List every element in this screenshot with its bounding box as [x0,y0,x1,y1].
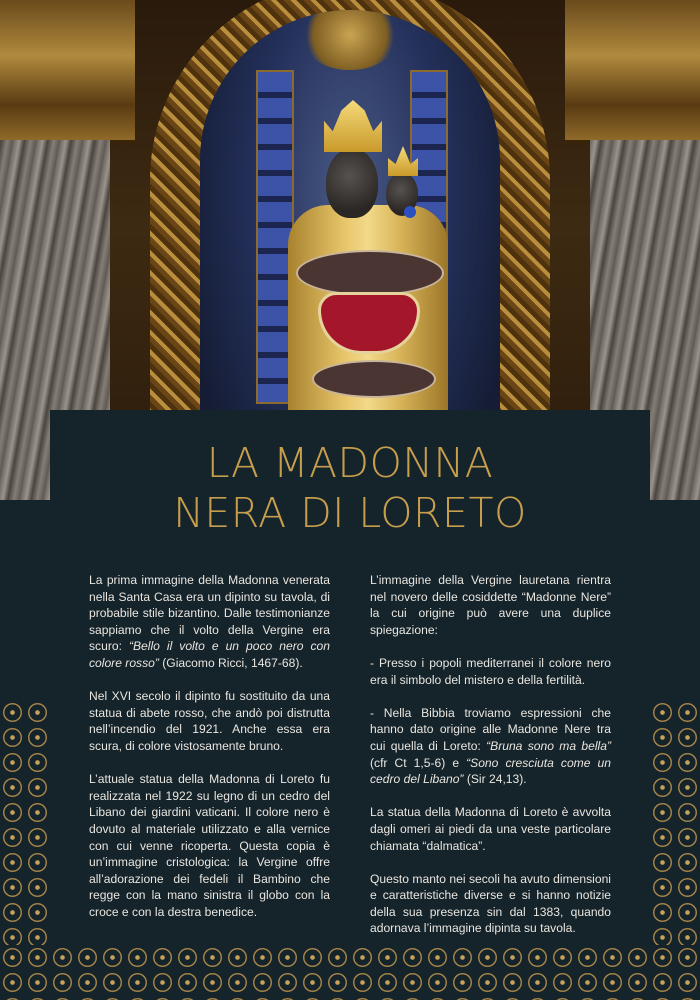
paragraph-text: La prima immagine della Madonna venerata nella Santa Casa era un dipinto su tavola, di probabile stile bizantino. Dalle testimonianze sappiamo che il volto della Vergine era scuro: [89,573,330,654]
title-line-1: LA MADONNA [206,439,494,487]
citation-text: (Giacomo Ricci, 1467-68). [158,655,303,670]
left-decorative-pattern [0,700,50,945]
blue-globe [404,206,416,218]
page-title [50,438,650,538]
quote-text: “Sono cresciuta come un cedro del Libano” [370,755,611,787]
paragraph-text: - Nella Bibbia troviamo espressioni che hanno dato origine alle Madonne Nere tra cui quella di Loreto: [370,705,611,753]
right-paragraph-4: La statua della Madonna di Loreto è avvolta dagli omeri ai piedi da una veste particolare chiamata “dalmatica”. [370,805,611,853]
quote-text: “Bruna sono ma bella” [486,738,611,753]
paragraph-text: (cfr Ct 1,5-6) e [370,755,467,770]
robe-lower-band [312,360,436,398]
quote-text: “Bello il volto e un poco nero con colore rosso” [89,639,330,670]
left-column-capital [0,0,135,143]
right-paragraph-2: - Presso i popoli mediterranei il colore nero era il simbolo del mistero e della fertilità. [370,655,611,687]
left-paragraph-1 [89,572,330,672]
dove-glory-ornament [300,10,400,70]
title-line-2: NERA DI LORETO [173,489,527,537]
left-text-column [89,572,330,937]
right-paragraph-1: L’immagine della Vergine lauretana rientra nel novero delle cosiddette “Madonne Nere” la cui origine può avere una duplice spiegazione: [370,573,611,637]
robe-embroidered-band [296,250,444,296]
left-paragraph-2: Nel XVI secolo il dipinto fu sostituito da una statua di abete rosso, che andò poi distrutta nell’incendio del 1921. Anche essa era scura, di colore vistosamente bruno. [89,689,330,753]
citation-text: (Sir 24,13). [463,772,527,787]
right-decorative-pattern [650,700,700,945]
madonna-face [326,148,378,218]
right-text-column [370,572,611,954]
right-paragraph-5: Questo manto nei secoli ha avuto dimensioni e caratteristiche diverse e si hanno notizie della sua presenza sin dal 1383, quando adornava l’immagine dipinta su tavola. [370,871,611,936]
left-paragraph-3: L’attuale statua della Madonna di Loreto fu realizzata nel 1922 su legno di un cedro del Libano dei giardini vaticani. Il colore nero è dovuto al materiale utilizzato e alla vernice con cui venne ricoperta. Questa copia è un’immagine cristologica: la Vergine offre all’adorazione dei fedeli il Bambino che regge con la mano sinistra il globo con la croce e con la destra benedice. [89,772,330,919]
right-paragraph-3 [370,705,611,788]
right-column-capital [565,0,700,143]
